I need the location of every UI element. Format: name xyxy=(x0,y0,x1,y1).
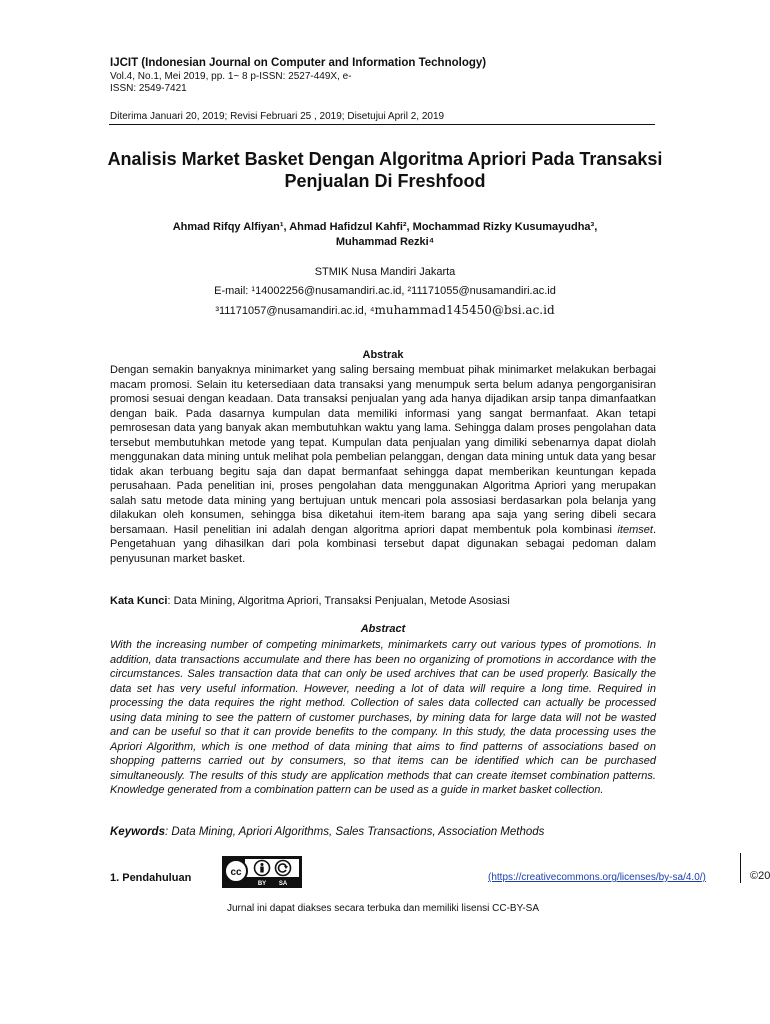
header-divider xyxy=(109,124,655,125)
abstrak-italic-term: itemset xyxy=(617,523,653,536)
svg-text:SA: SA xyxy=(278,881,288,887)
kata-kunci-label: Kata Kunci xyxy=(110,595,168,607)
section-heading: 1. Pendahuluan xyxy=(110,872,192,884)
submission-dates: Diterima Januari 20, 2019; Revisi Februari 25 , 2019; Disetujui April 2, 2019 xyxy=(110,111,445,122)
email-line-2 xyxy=(110,303,660,317)
author-list xyxy=(110,220,660,250)
authors-line-2: Muhammad Rezki⁴ xyxy=(335,236,435,248)
kata-kunci xyxy=(110,595,510,607)
abstrak-text-body: Dengan semakin banyaknya minimarket yang saling bersaing membuat pihak minimarket melakukan berbagai macam promosi. Selain itu ketersediaan data transaksi yang menumpuk serta belum adanya pengorganisiran promosi sesuai dengan keadaan. Data transaksi penjualan yang ada hanya dijadikan arsip tanpa dimanfaatkan dengan baik. Pada dasarnya kumpulan data memiliki informasi yang sangat bermanfaat. Akan tetapi pemrosesan data yang banyak akan membutuhkan waktu yang lama. Sehingga dalam proses pengolahan data tersebut membutuhkan metode yang tepat. Kumpulan data penjualan yang dimiliki sebenarnya dapat diolah menggunakan data mining untuk melihat pola pembelian pelanggan, dengan data mining untuk data yang besar tidak akan terbuang begitu saja dan dapat bermanfaat sehingga dapat memberikan keuntungan kepada perusahaan. Pada penelitian ini, proses pengolahan data menggunakan Algoritma Apriori yang merupakan salah satu metode data mining yang bertujuan untuk mencari pola assosiasi berdasarkan pola belanja yang dilakukan oleh konsumen, sehingga bisa diketahui item-item barang apa saja yang sering dibeli secara bersamaan. Hasil penelitian ini adalah dengan algoritma apriori dapat membentuk pola kombinasi xyxy=(110,364,656,536)
paper-title: Analisis Market Basket Dengan Algoritma Apriori Pada Transaksi Penjualan Di Freshfood xyxy=(107,149,663,191)
license-note: Jurnal ini dapat diakses secara terbuka dan memiliki lisensi CC-BY-SA xyxy=(227,903,539,914)
abstract-text: With the increasing number of competing minimarkets, minimarkets carry out various types of promotions. In addition, data transactions accumulate and there has been no organizing of promotions in accordance with the circumstances. Sales transaction data that can only be used archives that can be used properly. Basically the data set has very useful information. However, needing a lot of data will require a long time. Required in processing the data requires the right method. Collection of sales data collected can actually be processed using data mining to see the pattern of customer purchases, by mining data for large data will not be wasted and can be useful so that it can provide benefits to the company. In this study, the data processing uses the Apriori Algorithm, which is one method of data mining that aims to find patterns of associations based on shopping patterns carried out by consumers, so that items can be identified which can be purchased simultaneously. The results of this study are application methods that can create itemset combination patterns. Knowledge generated from a combination pattern can be used as a guide in market basket collection. xyxy=(110,639,656,796)
svg-text:BY: BY xyxy=(257,881,267,887)
svg-text:cc: cc xyxy=(230,867,242,878)
authors-line-1: Ahmad Rifqy Alfiyan¹, Ahmad Hafidzul Kahfi², Mochammad Rizky Kusumayudha³, xyxy=(172,221,598,233)
abstract-heading: Abstract xyxy=(360,623,406,635)
footer-divider xyxy=(740,853,741,883)
cc-license-link[interactable]: (https://creativecommons.org/licenses/by-sa/4.0/) xyxy=(488,872,706,883)
affiliation: STMIK Nusa Mandiri Jakarta xyxy=(314,266,456,278)
keywords-label: Keywords xyxy=(110,826,165,838)
email-line-1: E-mail: ¹14002256@nusamandiri.ac.id, ²11171055@nusamandiri.ac.id xyxy=(214,285,556,297)
abstrak-heading: Abstrak xyxy=(362,349,404,361)
email-line-2-b: muhammad145450@bsi.ac.id xyxy=(374,303,555,317)
kata-kunci-values: : Data Mining, Algoritma Apriori, Transaksi Penjualan, Metode Asosiasi xyxy=(167,595,510,607)
keywords-values: : Data Mining, Apriori Algorithms, Sales Transactions, Association Methods xyxy=(164,826,545,838)
journal-title: IJCIT (Indonesian Journal on Computer and Information Technology) xyxy=(110,57,487,69)
cc-by-sa-badge-icon[interactable] xyxy=(222,856,302,888)
abstrak-text-tail: . Pengetahuan yang dihasilkan dari pola kombinasi tersebut dapat digunakan sebagai pedoman dalam penyusunan market basket. xyxy=(110,523,656,565)
copyright-text: ©20 xyxy=(750,870,770,882)
email-line-2-a: ³11171057@nusamandiri.ac.id, ⁴ xyxy=(215,305,375,317)
keywords xyxy=(110,826,544,838)
abstrak-text xyxy=(110,363,656,566)
journal-meta: Vol.4, No.1, Mei 2019, pp. 1~ 8 p-ISSN: 2527-449X, e-ISSN: 2549-7421 xyxy=(110,71,352,94)
